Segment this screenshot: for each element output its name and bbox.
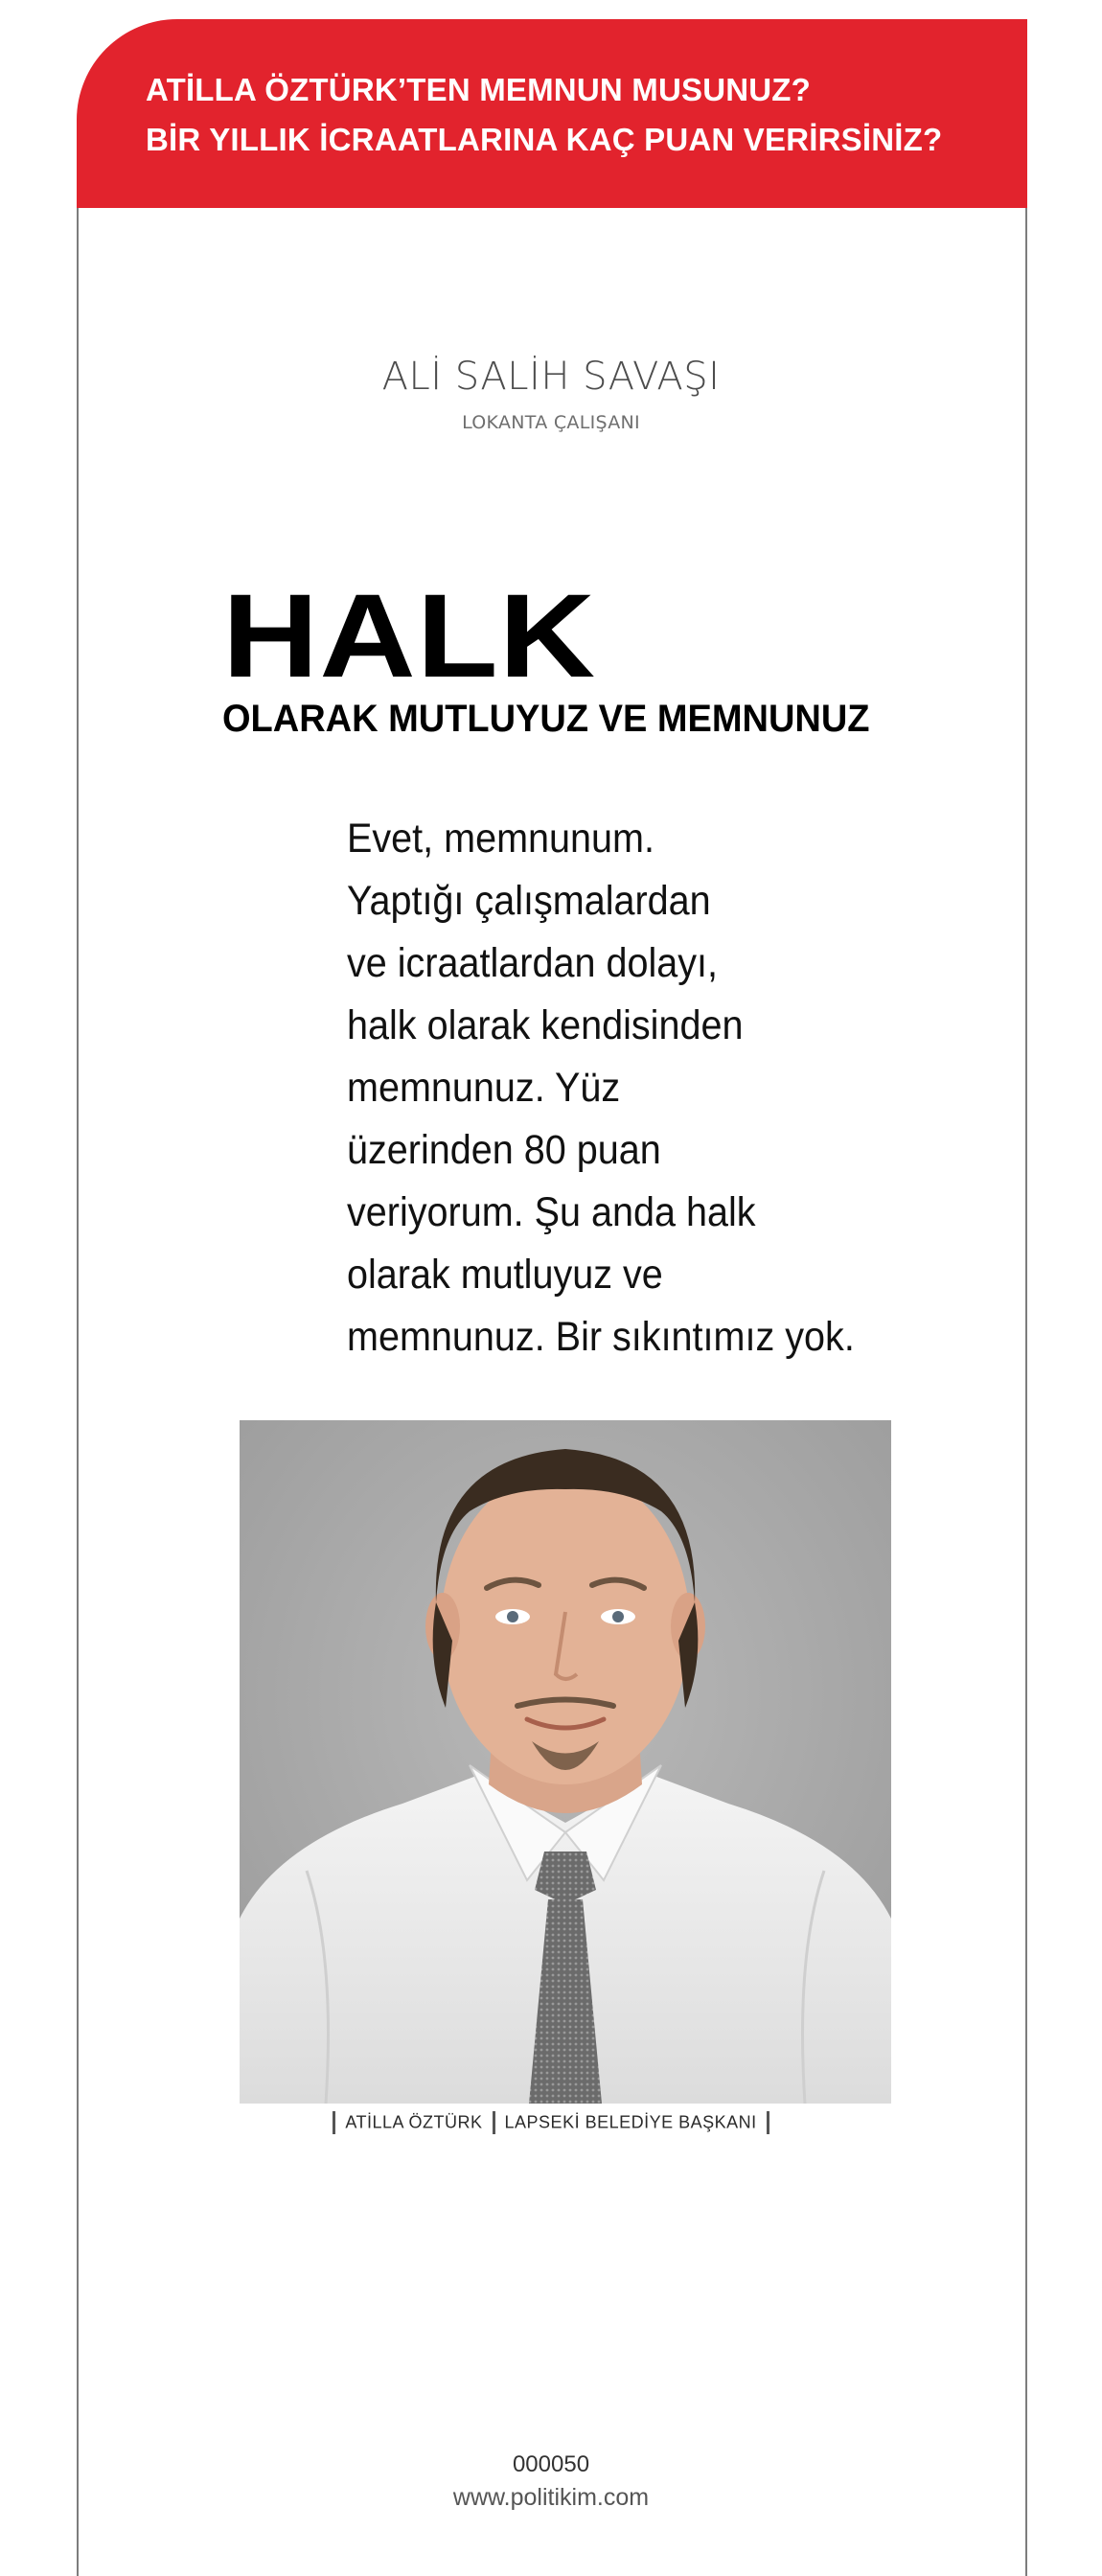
footer-code: 000050 — [512, 2451, 590, 2477]
caption-divider — [333, 2111, 335, 2134]
caption-name: ATİLLA ÖZTÜRK — [345, 2112, 483, 2132]
quote-line: ve icraatlardan dolayı, — [347, 940, 719, 986]
quote-line: halk olarak kendisinden — [347, 1002, 744, 1048]
quote-line: olarak mutluyuz ve — [347, 1252, 663, 1298]
quote-line: üzerinden 80 puan — [347, 1127, 661, 1173]
frame-line-right — [1025, 206, 1027, 2576]
photo-caption — [0, 2111, 1102, 2134]
caption-divider — [767, 2111, 769, 2134]
respondent-occupation: LOKANTA ÇALIŞANI — [462, 412, 640, 433]
banner-line-1: ATİLLA ÖZTÜRK’TEN MEMNUN MUSUNUZ? — [146, 72, 812, 107]
portrait-illustration — [240, 1420, 891, 2104]
frame-line-left — [77, 206, 79, 2576]
caption-divider — [493, 2111, 495, 2134]
headline-sub: OLARAK MUTLUYUZ VE MEMNUNUZ — [222, 698, 870, 740]
banner-line-2: BİR YILLIK İCRAATLARINA KAÇ PUAN VERİRSİNİZ? — [146, 122, 943, 157]
quote-text — [347, 808, 855, 1368]
quote-line: veriyorum. Şu anda halk — [347, 1189, 756, 1235]
quote-line: Yaptığı çalışmalardan — [347, 878, 711, 924]
headline-big: HALK — [222, 570, 597, 702]
question-banner — [77, 19, 1027, 208]
caption-role: LAPSEKİ BELEDİYE BAŞKANI — [504, 2112, 757, 2132]
quote-line: Evet, memnunum. — [347, 816, 655, 862]
quote-line: memnunuz. Bir sıkıntımız yok. — [347, 1314, 855, 1360]
footer-url: www.politikim.com — [452, 2484, 650, 2511]
portrait-photo — [240, 1420, 891, 2104]
quote-line: memnunuz. Yüz — [347, 1065, 621, 1111]
respondent-name: ALİ SALİH SAVAŞI — [381, 355, 721, 399]
